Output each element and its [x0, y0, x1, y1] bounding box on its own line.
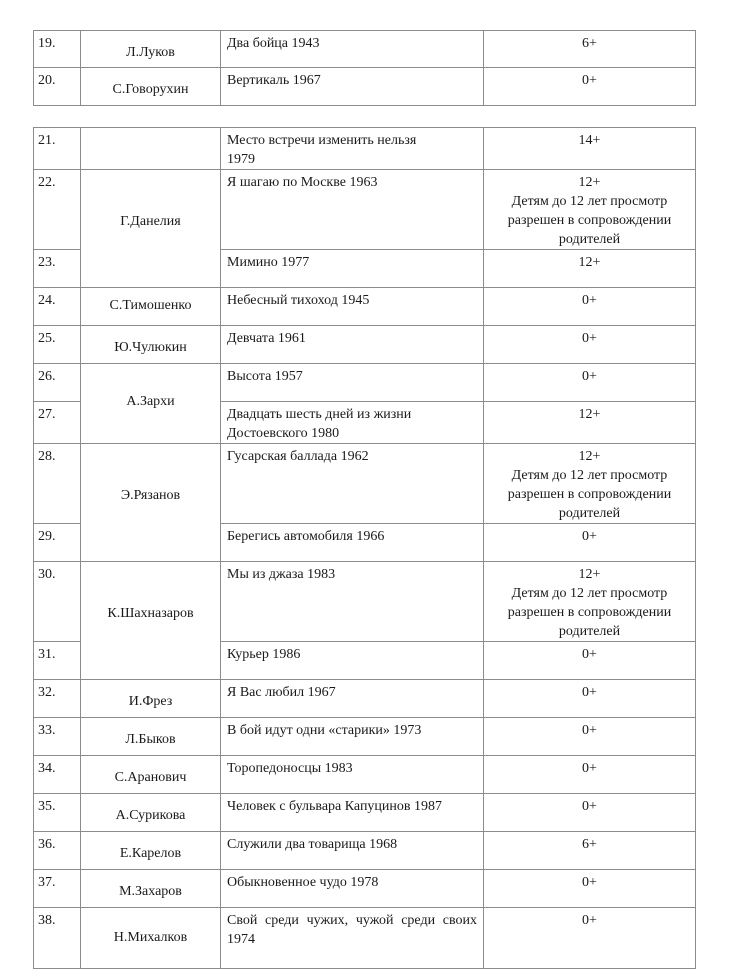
row-number: 20.: [34, 68, 81, 106]
table-row: [34, 832, 696, 870]
row-number: 26.: [34, 364, 81, 402]
director-cell: С.Аранович: [81, 756, 221, 794]
table-row: [34, 718, 696, 756]
age-rating-cell: [484, 444, 696, 524]
table-row: [34, 870, 696, 908]
age-rating: 0+: [484, 756, 696, 794]
table-row: [34, 31, 696, 68]
director-cell: Е.Карелов: [81, 832, 221, 870]
film-title: Берегись автомобиля 1966: [221, 524, 484, 562]
film-title: Девчата 1961: [221, 326, 484, 364]
film-title: Человек с бульвара Капуцинов 1987: [221, 794, 484, 832]
film-title: Гусарская баллада 1962: [221, 444, 484, 524]
age-rating: 0+: [484, 524, 696, 562]
table-row: [34, 326, 696, 364]
age-rating: 0+: [484, 288, 696, 326]
row-number: 22.: [34, 170, 81, 250]
table-row: [34, 444, 696, 524]
film-title: Двадцать шесть дней из жизни Достоевского 1980: [221, 402, 484, 444]
row-number: 25.: [34, 326, 81, 364]
table-row: [34, 756, 696, 794]
film-title: Курьер 1986: [221, 642, 484, 680]
row-number: 36.: [34, 832, 81, 870]
table-row: [34, 170, 696, 250]
table-row: [34, 68, 696, 106]
age-rating: 0+: [484, 908, 696, 969]
age-rating: 0+: [484, 718, 696, 756]
director-cell: И.Фрез: [81, 680, 221, 718]
age-rating: 0+: [484, 642, 696, 680]
age-rating: 0+: [484, 364, 696, 402]
age-rating: 0+: [484, 794, 696, 832]
director-cell: К.Шахназаров: [81, 562, 221, 680]
age-note: Детям до 12 лет просмотр разрешен в сопровождении родителей: [507, 468, 672, 521]
film-title: Высота 1957: [221, 364, 484, 402]
film-title: Небесный тихоход 1945: [221, 288, 484, 326]
age-rating-cell: [484, 170, 696, 250]
film-title: Мимино 1977: [221, 250, 484, 288]
films-table-part-1: [33, 30, 696, 106]
film-title: Обыкновенное чудо 1978: [221, 870, 484, 908]
row-number: 30.: [34, 562, 81, 642]
films-table-part-2: [33, 127, 696, 969]
age-rating: 0+: [484, 680, 696, 718]
row-number: 34.: [34, 756, 81, 794]
age-rating: 12+: [484, 402, 696, 444]
film-title: Я Вас любил 1967: [221, 680, 484, 718]
row-number: 27.: [34, 402, 81, 444]
row-number: 38.: [34, 908, 81, 969]
director-cell: Г.Данелия: [81, 170, 221, 288]
director-cell: Э.Рязанов: [81, 444, 221, 562]
row-number: 24.: [34, 288, 81, 326]
age-rating: 6+: [484, 832, 696, 870]
row-number: 28.: [34, 444, 81, 524]
table-row: [34, 908, 696, 969]
film-title: Я шагаю по Москве 1963: [221, 170, 484, 250]
film-title: Вертикаль 1967: [221, 68, 484, 106]
age-rating: 12+: [578, 449, 601, 464]
age-rating: 0+: [484, 326, 696, 364]
director-cell: С.Тимошенко: [81, 288, 221, 326]
row-number: 35.: [34, 794, 81, 832]
age-rating: 12+: [578, 567, 601, 582]
table-row: [34, 288, 696, 326]
director-cell: С.Говорухин: [81, 68, 221, 106]
director-cell: Ю.Чулюкин: [81, 326, 221, 364]
row-number: 32.: [34, 680, 81, 718]
director-cell: [81, 128, 221, 170]
director-cell: Л.Быков: [81, 718, 221, 756]
age-rating: 0+: [484, 68, 696, 106]
age-rating: 0+: [484, 870, 696, 908]
film-title: Место встречи изменить нельзя 1979: [221, 128, 484, 170]
table-row: [34, 680, 696, 718]
table-row: [34, 562, 696, 642]
age-rating-cell: [484, 562, 696, 642]
row-number: 33.: [34, 718, 81, 756]
age-rating: 12+: [484, 250, 696, 288]
row-number: 23.: [34, 250, 81, 288]
table-row: [34, 794, 696, 832]
film-title: Мы из джаза 1983: [221, 562, 484, 642]
row-number: 21.: [34, 128, 81, 170]
row-number: 19.: [34, 31, 81, 68]
director-cell: Л.Луков: [81, 31, 221, 68]
director-cell: Н.Михалков: [81, 908, 221, 969]
age-note: Детям до 12 лет просмотр разрешен в сопровождении родителей: [507, 586, 672, 639]
age-note: Детям до 12 лет просмотр разрешен в сопровождении родителей: [507, 194, 672, 247]
film-title: Торопедоносцы 1983: [221, 756, 484, 794]
director-cell: А.Сурикова: [81, 794, 221, 832]
director-cell: А.Зархи: [81, 364, 221, 444]
director-cell: М.Захаров: [81, 870, 221, 908]
film-title: Два бойца 1943: [221, 31, 484, 68]
row-number: 29.: [34, 524, 81, 562]
film-title: В бой идут одни «старики» 1973: [221, 718, 484, 756]
table-row: [34, 128, 696, 170]
film-title: Служили два товарища 1968: [221, 832, 484, 870]
age-rating: 6+: [484, 31, 696, 68]
film-title: Свой среди чужих, чужой среди своих 1974: [221, 908, 484, 969]
age-rating: 14+: [484, 128, 696, 170]
age-rating: 12+: [578, 175, 601, 190]
row-number: 37.: [34, 870, 81, 908]
row-number: 31.: [34, 642, 81, 680]
table-row: [34, 364, 696, 402]
